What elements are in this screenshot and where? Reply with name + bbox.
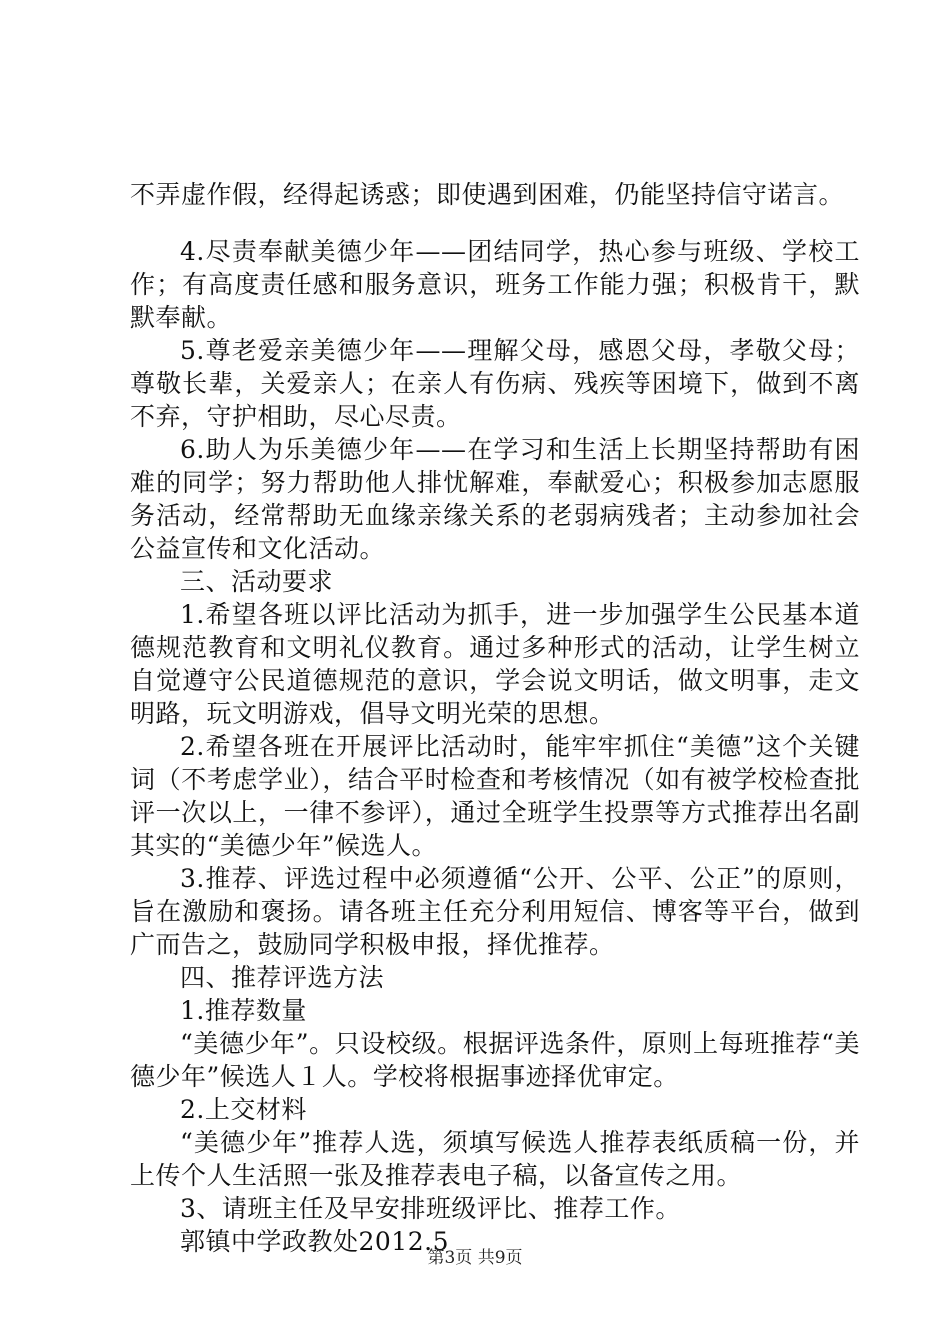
section-heading-methods: 四、推荐评选方法 [180,963,385,992]
paragraph-materials: “美德少年”推荐人选，须填写候选人推荐表纸质稿一份，并上传个人生活照一张及推荐表电子稿，以备宣传之用。 [130,1128,860,1190]
paragraph-criterion-4: 4.尽责奉献美德少年——团结同学，热心参与班级、学校工作；有高度责任感和服务意识，班务工作能力强；积极肯干，默默奉献。 [130,237,860,332]
paragraph-requirement-2: 2.希望各班在开展评比活动时，能牢牢抓住“美德”这个关键词（不考虑学业），结合平时检查和考核情况（如有被学校检查批评一次以上，一律不参评），通过全班学生投票等方式推荐出名副其实的“美德少年”候选人。 [130,732,860,860]
page-number-footer: 第3页 共9页 [427,1248,523,1268]
body-text [130,178,860,1258]
paragraph-continuation: 不弄虚作假，经得起诱惑；即使遇到困难，仍能坚持信守诺言。 [130,180,845,209]
paragraph-requirement-1: 1.希望各班以评比活动为抓手，进一步加强学生公民基本道德规范教育和文明礼仪教育。通过多种形式的活动，让学生树立自觉遵守公民道德规范的意识，学会说文明话，做文明事，走文明路，玩文明游戏，倡导文明光荣的思想。 [130,600,860,728]
signature-line: 郭镇中学政教处2012.5 [180,1227,449,1256]
paragraph-criterion-5: 5.尊老爱亲美德少年——理解父母，感恩父母，孝敬父母；尊敬长辈，关爱亲人；在亲人有伤病、残疾等困境下，做到不离不弃，守护相助，尽心尽责。 [130,336,860,431]
paragraph-quantity: “美德少年”。只设校级。根据评选条件，原则上每班推荐“美德少年”候选人１人。学校将根据事迹择优审定。 [130,1029,860,1091]
paragraph-requirement-3: 3.推荐、评选过程中必须遵循“公开、公平、公正”的原则，旨在激励和褒扬。请各班主任充分利用短信、博客等平台，做到广而告之，鼓励同学积极申报，择优推荐。 [130,864,860,959]
section-heading-requirements: 三、活动要求 [180,567,334,596]
subheading-quantity: 1.推荐数量 [180,996,307,1025]
paragraph-instruction: 3、请班主任及早安排班级评比、推荐工作。 [180,1194,681,1223]
subheading-materials: 2.上交材料 [180,1095,307,1124]
paragraph-criterion-6: 6.助人为乐美德少年——在学习和生活上长期坚持帮助有困难的同学；努力帮助他人排忧解难，奉献爱心；积极参加志愿服务活动，经常帮助无血缘亲缘关系的老弱病残者；主动参加社会公益宣传和文化活动。 [130,435,860,563]
